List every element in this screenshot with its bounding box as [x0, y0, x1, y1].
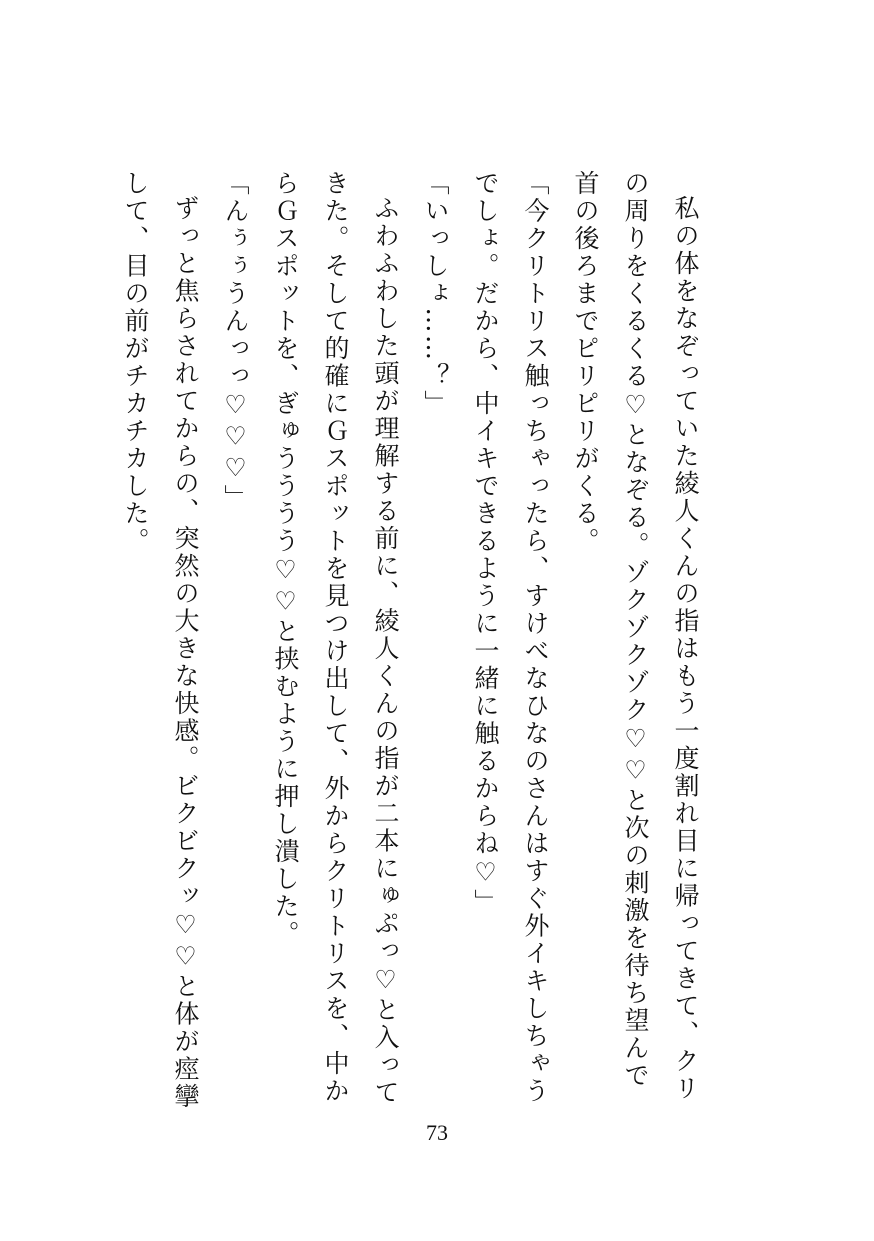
- paragraph-2: 「今クリトリス触っちゃったら、すけべなひなのさんはすぐ外イキしちゃうでしょ。だから、中イキできるように一緒に触るからね♡」: [471, 170, 550, 1105]
- paragraph-1: 私の体をなぞっていた綾人くんの指はもう一度割れ目に帰ってきて、クリの周りをくるくる♡となぞる。ゾクゾクゾク♡♡と次の刺激を待ち望んで首の後ろまでピリピリがくる。: [571, 170, 700, 1103]
- paragraph-4: ふわふわした頭が理解する前に、綾人くんの指が二本にゅぷっ♡と入ってきた。そして的確にＧスポットを見つけ出して、外からクリトリスを、中からＧスポットを、ぎゅうううう♡♡と挟むように押し潰した。: [271, 170, 400, 1107]
- paragraph-6: ずっと焦らされてからの、突然の大きな快感。ビクビクッ♡♡と体が痙攣して、目の前がチカチカした。: [121, 170, 200, 1111]
- paragraph-3: 「いっしょ……？」: [421, 170, 450, 418]
- page-number: 73: [426, 1120, 448, 1145]
- paragraph-5: 「んぅぅうんっっ♡♡♡」: [221, 170, 250, 512]
- vertical-text-body: [121, 170, 710, 1115]
